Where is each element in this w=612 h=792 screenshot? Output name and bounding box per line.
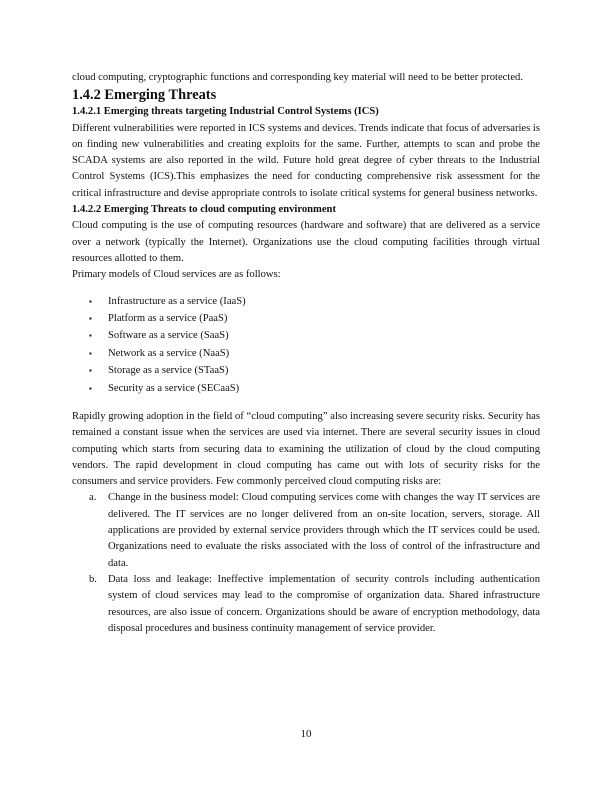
cloud-subsection-heading: 1.4.2.2 Emerging Threats to cloud computing environment bbox=[72, 204, 336, 216]
document-page bbox=[72, 70, 540, 637]
list-item bbox=[72, 380, 540, 397]
intro-paragraph: cloud computing, cryptographic functions and corresponding key material will need to be better protected. bbox=[72, 72, 523, 83]
list-item bbox=[72, 362, 540, 379]
cloud-risks-paragraph: Rapidly growing adoption in the field of “cloud computing” also increasing severe security risks. Security has remained a constant issue when the services are used via internet. There are several security issues in cloud computing which starts from securing data to examining the utilization of cloud by the cloud computing vendors. The rapid development in cloud computing has came out with lots of security risks for the consumers and service providers. Few commonly perceived cloud computing risks are: bbox=[72, 411, 540, 488]
bullet-icon: ▪ bbox=[89, 296, 92, 306]
risk-marker: b. bbox=[89, 573, 97, 585]
ics-subsection-heading: 1.4.2.1 Emerging threats targeting Industrial Control Systems (ICS) bbox=[72, 106, 379, 118]
section-heading: 1.4.2 Emerging Threats bbox=[72, 87, 217, 104]
risk-marker: a. bbox=[89, 492, 97, 504]
list-item-label: Network as a service (NaaS) bbox=[108, 347, 230, 359]
cloud-models-list bbox=[72, 293, 540, 397]
risk-text: Data loss and leakage: Ineffective implementation of security controls including authentication system of cloud services may lead to the compromise of organization data. Shared infrastructure resources, are also issue of concern. Organizations should be aware of encryption methodology, data disposal procedures and business continuity management of service provider. bbox=[108, 573, 540, 634]
bullet-icon: ▪ bbox=[89, 348, 92, 358]
page-number: 10 bbox=[300, 728, 312, 740]
list-item bbox=[72, 327, 540, 344]
cloud-definition-paragraph: Cloud computing is the use of computing resources (hardware and software) that are delivered as a service over a network (typically the Internet). Organizations use the cloud computing facilities through virtual resources allotted to them. bbox=[72, 220, 540, 264]
bullet-icon: ▪ bbox=[89, 313, 92, 323]
list-item bbox=[72, 293, 540, 310]
bullet-icon: ▪ bbox=[89, 331, 92, 341]
risk-text: Change in the business model: Cloud computing services come with changes the way IT services are delivered. The IT services are no longer delivered from an on-site location, servers, storage. All applications are provided by external service providers through which the IT services could be used. Organizations need to evaluate the risks associated with the loss of control of the infrastructure and data. bbox=[108, 492, 540, 569]
cloud-models-intro: Primary models of Cloud services are as follows: bbox=[72, 269, 281, 281]
list-item bbox=[72, 345, 540, 362]
list-item-label: Storage as a service (STaaS) bbox=[108, 365, 229, 377]
list-item-label: Platform as a service (PaaS) bbox=[108, 312, 228, 324]
list-item bbox=[72, 310, 540, 327]
risk-item bbox=[72, 572, 540, 637]
cloud-risks-list bbox=[72, 490, 540, 637]
ics-paragraph: Different vulnerabilities were reported in ICS systems and devices. Trends indicate that focus of adversaries is on finding new vulnerabilities and creating exploits for the same. Further, attempts to scan and probe the SCADA systems are also reported in the wild. Future hold great degree of cyber threats to the Industrial Control Systems (ICS).This emphasizes the need for conducting comprehensive risk assessment for the critical infrastructure and devise appropriate controls to isolate critical systems for general business networks. bbox=[72, 122, 540, 199]
bullet-icon: ▪ bbox=[89, 366, 92, 376]
risk-item bbox=[72, 490, 540, 571]
list-item-label: Software as a service (SaaS) bbox=[108, 330, 229, 342]
bullet-icon: ▪ bbox=[89, 383, 92, 393]
list-item-label: Infrastructure as a service (IaaS) bbox=[108, 295, 246, 307]
list-item-label: Security as a service (SECaaS) bbox=[108, 382, 240, 394]
